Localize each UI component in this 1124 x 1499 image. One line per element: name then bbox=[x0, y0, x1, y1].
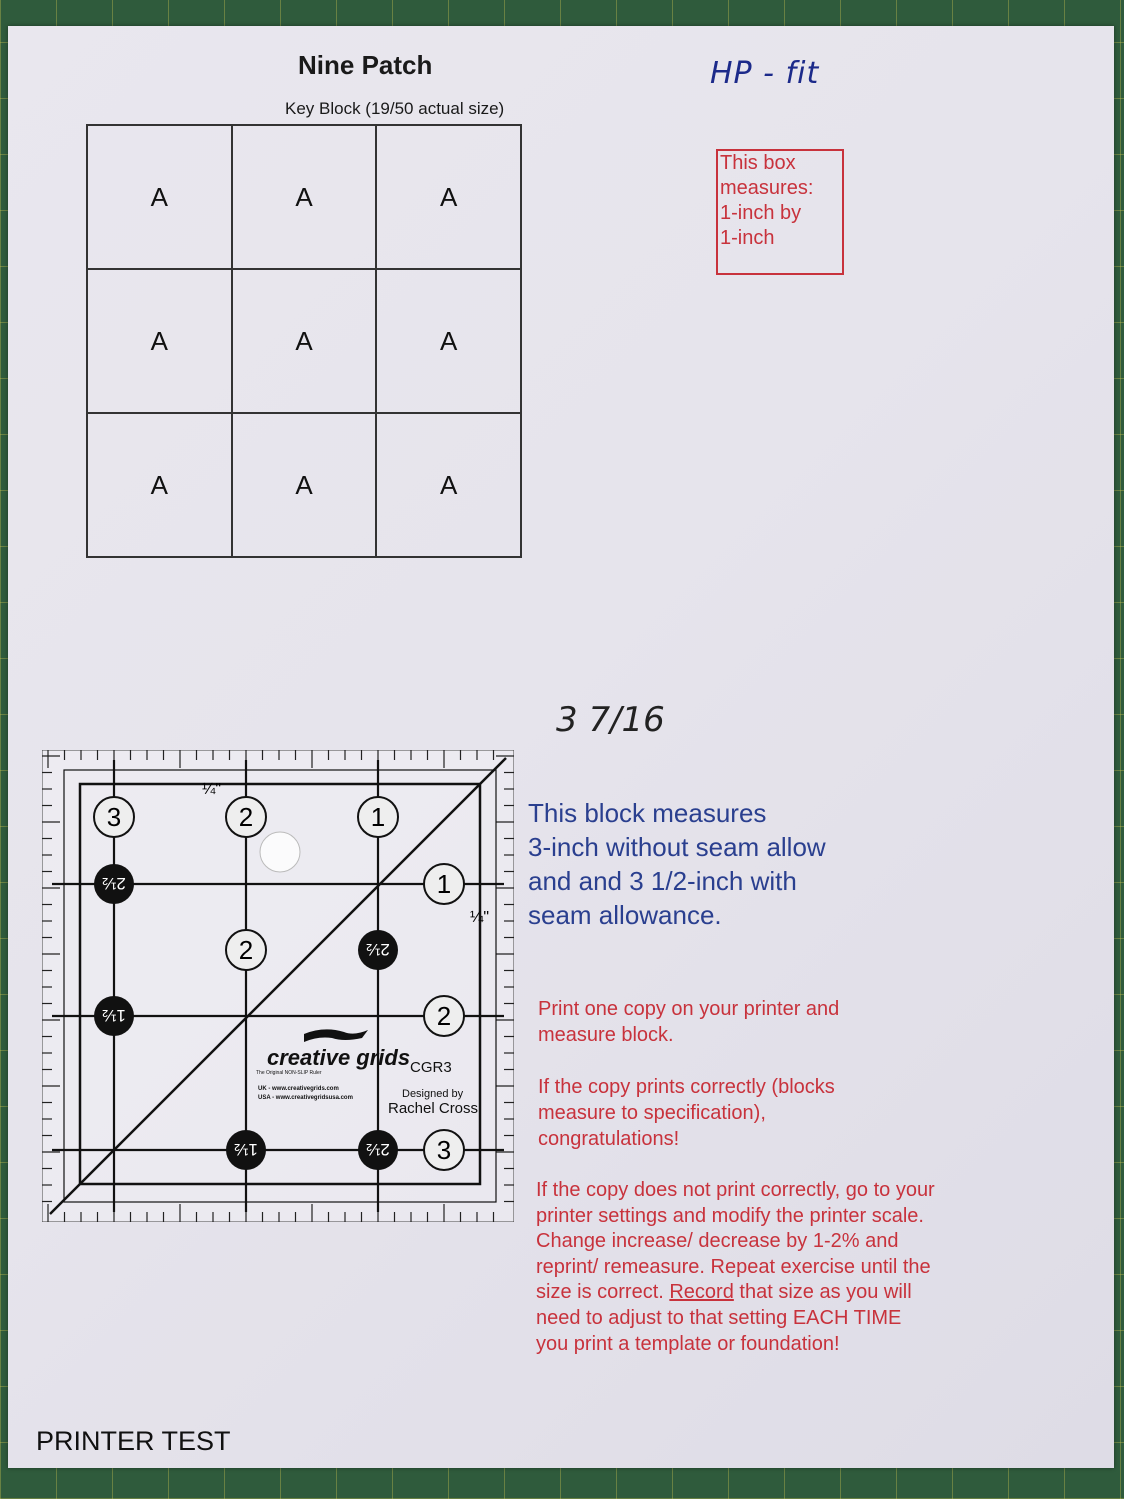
ruler-circle-1 bbox=[358, 797, 398, 837]
printer-test-label: PRINTER TEST bbox=[36, 1426, 231, 1456]
inch-box-line: measures: bbox=[720, 177, 814, 199]
inch-box-line: 1-inch by bbox=[720, 202, 802, 224]
block-text-line: and and 3 1/2-inch with bbox=[528, 866, 797, 896]
one-inch-box bbox=[716, 149, 844, 275]
block-cell: A bbox=[232, 125, 377, 269]
block-cell: A bbox=[87, 269, 232, 413]
ruler-tagline: The Original NON-SLIP Ruler bbox=[256, 1070, 322, 1076]
block-text-line: This block measures bbox=[528, 798, 767, 828]
ruler-quarter-label: ¼" bbox=[202, 781, 222, 798]
inch-box-line: This box bbox=[720, 152, 796, 174]
svg-text:1: 1 bbox=[370, 802, 386, 832]
block-cell: A bbox=[376, 125, 521, 269]
inch-box-line: 1-inch bbox=[720, 227, 775, 249]
svg-text:2: 2 bbox=[238, 935, 254, 965]
block-cell: A bbox=[376, 413, 521, 557]
ruler-circle-2-half bbox=[358, 1130, 398, 1170]
ruler-designed-by: Designed by bbox=[402, 1088, 464, 1100]
instruction-adjust bbox=[536, 1178, 936, 1357]
handwritten-note-top: HP - fit bbox=[710, 56, 820, 91]
instruction-adjust-end: that size as you will need to adjust to that setting EACH TIME you print a template or foundation! bbox=[536, 1281, 912, 1355]
ruler-usa-url: USA - www.creativegridsusa.com bbox=[258, 1095, 353, 1101]
block-text-line: 3-inch without seam allow bbox=[528, 832, 826, 862]
svg-text:2: 2 bbox=[436, 1001, 452, 1031]
ruler-designer: Rachel Cross bbox=[388, 1100, 479, 1117]
instruction-print: Print one copy on your printer and measure block. bbox=[538, 998, 840, 1046]
ruler-circle-2 bbox=[226, 930, 266, 970]
svg-text:2½: 2½ bbox=[366, 1140, 390, 1159]
ruler-circle-1-half bbox=[94, 996, 134, 1036]
handwritten-measurement: 3 7/16 bbox=[556, 700, 665, 740]
page-subtitle: Key Block (19/50 actual size) bbox=[285, 99, 505, 118]
block-cell: A bbox=[232, 413, 377, 557]
block-cell: A bbox=[87, 125, 232, 269]
page-title: Nine Patch bbox=[298, 50, 433, 80]
record-word: Record bbox=[669, 1281, 734, 1304]
nine-patch-block bbox=[86, 124, 522, 558]
ruler-model: CGR3 bbox=[410, 1059, 452, 1076]
ruler-circle-1-half bbox=[226, 1130, 266, 1170]
instruction-adjust-start: If the copy does not print correctly, go to your printer settings and modify the printer scale. Change increase/ decrease by 1-2% and reprint/ remeasure. Repeat exercise until the size is correct. bbox=[536, 1179, 935, 1304]
svg-text:2½: 2½ bbox=[366, 940, 390, 959]
block-measure-text bbox=[528, 796, 908, 932]
quilting-ruler bbox=[42, 750, 514, 1222]
ruler-circle-3 bbox=[424, 1130, 464, 1170]
ruler-circle-3 bbox=[94, 797, 134, 837]
ruler-circle-1 bbox=[424, 864, 464, 904]
ruler-brand: creative grids bbox=[267, 1045, 411, 1070]
ruler-quarter-label: ¼" bbox=[470, 909, 490, 926]
svg-text:2: 2 bbox=[238, 802, 254, 832]
svg-text:1½: 1½ bbox=[234, 1140, 258, 1159]
ruler-circle-2-half bbox=[94, 864, 134, 904]
svg-text:3: 3 bbox=[106, 802, 122, 832]
block-cell: A bbox=[87, 413, 232, 557]
block-text-line: seam allowance. bbox=[528, 900, 722, 930]
instruction-success: If the copy prints correctly (blocks measure to specification), congratulations! bbox=[538, 1076, 835, 1150]
svg-text:2½: 2½ bbox=[102, 874, 126, 893]
ruler-circle-2 bbox=[226, 797, 266, 837]
block-cell: A bbox=[376, 269, 521, 413]
ruler-uk-url: UK - www.creativegrids.com bbox=[258, 1086, 339, 1092]
svg-text:1: 1 bbox=[436, 869, 452, 899]
svg-text:1½: 1½ bbox=[102, 1006, 126, 1025]
block-cell: A bbox=[232, 269, 377, 413]
ruler-circle-2 bbox=[424, 996, 464, 1036]
svg-text:3: 3 bbox=[436, 1135, 452, 1165]
ruler-circle-2-half bbox=[358, 930, 398, 970]
